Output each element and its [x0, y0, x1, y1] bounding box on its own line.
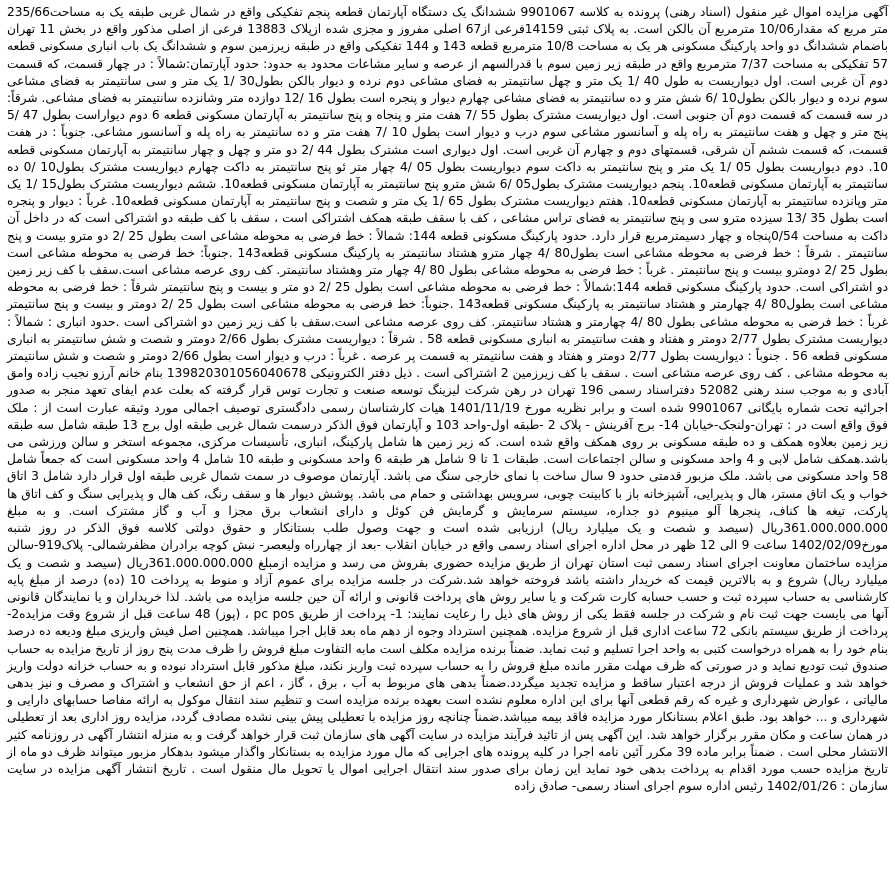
- auction-notice-text: آگهی مزایده اموال غیر منقول (اسناد رهنی) پرونده به کلاسه 9901067 ششدانگ یک دستگاه آپارتمان قطعه پنجم تفکیکی واقع در شمال غربی طبقه یک به مساحت235/66 متر مربع که مقدار10/06 مترمربع آن بالکن است. به پلاک ثبتی 14159فرعی از67 اصلی مفروز و مجزی شده ازپلاک 13883 فرعی از اصلی مذکور واقع در بخش 11 تهران باضمام ششدانگ دو واحد پارکینگ مسکونی هر یک به مساحت 10/8 مترمربع قطعه 143 و 144 تفکیکی واقع در طبقه زیرزمین سوم و ششدانگ یک باب انباری مسکونی قطعه 57 تفکیکی به مساحت 7/37 مترمربع واقع در طبقه زیر زمین سوم با قدرالسهم از عرصه و سایر مشاعات محدود به حدود: حدود آپارتمان:شمالاً : در چهار قسمت، که قسمت دوم آن غربی است. اول دیواریست به طول 40 /1 یک متر و چهل سانتیمتر به فضای مشاعی دوم نرده و دیوار بالکن بطول30 /1 یک متر و سی سانتیمتر به فضای مشاعی سوم نرده و دیوار بالکن بطول10 /6 شش متر و ده سانتیمتر به فضای مشاعی چهارم دیوار و پنجره است بطول 16 /12 دوازده متر وشانزده سانتیمتر به فضای مشاعی. شرقاً: در سه قسمت که قسمت دوم آن جنوبی است. اول دیواریست مشترک بطول 55 /7 هفت متر و پنجاه و پنج سانتیمتر به آپارتمان مسکونی قطعه 6 دوم دیواراست بطول 47 /5 پنج متر و چهل و هفت سانتیمتر به راه پله و آسانسور مشاعی سوم درب و دیوار است بطول 10 /7 هفت متر و ده سانتیمتر به راه پله و آسانسور مشاعی. جنوباً : در هفت قسمت، که قسمت ششم آن شرقی، قسمتهای دوم و چهارم آن غربی است. اول دیواری است مشترک بطول 44 /2 دو متر و چهل و چهار سانتیمتر به آپارتمان مسکونی قطعه 10. دوم دیواریست بطول 05 /1 یک متر و پنج سانتیمتر به داکت سوم دیواریست بطول 05 /4 چهار متر ئو پنج سانتیمتر به داکت چهارم دیواریست مشترک بطول10 /0 ده سانتیمتر به آپارتمان مسکونی قطعه10. پنجم دیواریست مشترک بطول05 /6 شش مترو پنج سانتیمتر به آپارتمان مسکونی قطعه10. ششم دیواریست مشترک بطول15 /1 یک متر وپانزده سانتیمتر به آپارتمان مسکونی قطعه10. هفتم دیواریست مشترک بطول 65 /1 یک متر و شصت و پنج سانتیمتر به آپارتمان مسکونی قطعه10. غرباً : دیوار و پنجره است بطول 35 /13 سیزده مترو سی و پنج سانتیمتر به فضای تراس مشاعی ، کف با سقف طبقه همکف اشتراکی است ، سقف با کف طبقه دو اشتراکی است که در داخل آن داکت به مساحت 0/54پنجاه و چهار دسیمترمربع قرار دارد. حدود پارکینگ مسکونی قطعه 144: شمالاً : خط فرضی به محوطه مشاعی است بطول 25 /2 دو مترو بیست و پنج سانتیمتر . شرقاً : خط فرضی به محوطه مشاعی است بطول80 /4 چهار مترو هشتاد سانتیمتر به پارکینگ مسکونی قطعه143 .جنوباً: خط فرضی به محوطه مشاعی است بطول 25 /2 دومترو بیست و پنج سانتیمتر . غرباً : خط فرضی به محوطه مشاعی بطول 80 /4 چهار متر وهشتاد سانتیمتر. کف روی عرصه مشاعی است.سقف با کف زیر زمین دو اشتراکی است. حدود پارکینگ مسکونی قطعه 144:شمالاً : خط فرضی به محوطه مشاعی است بطول 25 /2 دو متر و بیست و پنج سانتیمتر شرقاً : خط فرضی به محوطه مشاعی است بطول80 /4 چهارمتر و هشتاد سانتیمتر به پارکینگ مسکونی قطعه143 .جنوباً: خط فرضی به محوطه مشاعی است بطول 25 /2 دومتر و بیست و پنج سانتیمتر غرباً : خط فرضی به محوطه مشاعی بطول 80 /4 چهارمتر و هشتاد سانتیمتر. کف روی عرصه مشاعی است.سقف با کف زیر زمین دو اشتراکی است .حدود انباری : شمالاً : دیواریست مشترک بطول 2/77 دومتر و هفتاد و هفت سانتیمتر به انباری مسکونی قطعه 58 . شرقاً : دیواریست مشترک بطول 2/66 دومتر و شصت و شش سانتیمتر به انباری مسکونی قطعه 56 . جنوباً : دیواریست بطول 2/77 دومتر و هفتاد و هفت سانتیمتر به قسمت پر عرصه . غرباً : درب و دیوار است بطول 2/66 دومتر و شصت و شش سانتیمتر به محوطه مشاعی . کف روی عرصه مشاعی است . سقف با کف زیرزمین 2 اشتراکی است . ذیل دفتر الکترونیکی 139820301056040678 بنام خانم آرزو نجیب زاده وامق آبادی و به موجب سند رهنی 52082 دفتراسناد رسمی 196 تهران در رهن شرکت لیزینگ توسعه صنعت و تجارت توس قرار گرفته که بعلت عدم ایفای تعهد منجر به صدور اجرائیه تحت شماره بایگانی 9901067 شده است و برابر نظریه مورخ 1401/11/19 هیات کارشناسان رسمی دادگستری توصیف اجمالی مورد وثیقه عبارت است از : ملک فوق واقع است در : تهران-ولنجک-خیابان 14- برج آفرینش - پلاک 2 -طبقه اول-واحد 103 و آپارتمان فوق الذکر درسمت شمال غربی طبقه اول برج 13 طبقه شامل سه طبقه زیر زمین بعلاوه همکف و ده طبقه مسکونی بر روی همکف واقع شده است. که زیر زمین ها شامل پارکینگ، انباری، تأسیسات مرکزی، مجموعه استخر و سالن ورزشی می باشد.همکف شامل لابی و 4 واحد مسکونی و سالن اجتماعات است. طبقات 1 تا 9 شامل هر طبقه 6 واحد مسکونی و طبقه 10 شامل 4 واحد مسکونی است که جمعاً شامل 58 واحد مسکونی می باشد. ملک مزبور قدمتی حدود 9 سال ساخت با نمای خارجی سنگ می باشد. آپارتمان موصوف در سمت شمال غربی طبقه اول قرار دارد شامل 3 اتاق خواب و یک اتاق مستر، هال و پذیرایی، آشپزخانه باز با کابینت چوبی، سرویس بهداشتی و حمام می باشد. پوشش دیوار ها و سقف رنگ، کف هال و پذیرایی سنگ و کف اتاق ها پارکت، تیغه ها کناف، پنجرها آلو مینیوم دو جداره، سیستم سرمایش و گرمایش فن کوئل و دارای انشعاب برق مجزا و آب و گاز مشترک است. و به مبلغ 361.000.000.000ریال (سیصد و شصت و یک میلیارد ریال) ارزیابی شده است و جهت وصول طلب بستانکار و حقوق دولتی کلاسه فوق الذکر در روز شنبه مورخ1402/02/09 ساعت 9 الی 12 ظهر در محل اداره اجرای اسناد رسمی واقع در خیابان انقلاب -بعد از چهارراه ولیعصر- نبش کوچه برادران مظفرشمالی- پلاک919-سالن مزایده ساختمان معاونت اجرای اسناد رسمی ثبت استان تهران از طریق مزایده حضوری بفروش می رسد و مزایده ازمبلغ 361.000.000.000ریال (سیصد و شصت و یک میلیارد ریال) شروع و به بالاترین قیمت که خریدار داشته باشد فروخته خواهد شد.شرکت در جلسه مزایده برای عموم آزاد و منوط به پرداخت 10 (ده) درصد از مبلغ پایه کارشناسی به حساب سپرده ثبت و حسب حسابه کارت شرکت و یا سایر روش های پرداخت قانونی و ارائه آن حین جلسه مزایده می باشد. لذا خریداران و یا نمایندگان قانونی آنها می بایست جهت ثبت نام و شرکت در جلسه فقط یکی از روش های ذیل را رعایت نمایند: 1- پرداخت از طریق pc pos ، (پوز) 48 ساعت قبل از شروع وقت مزایده2- پرداخت از طریق سیستم بانکی 72 ساعت اداری قبل از شروع مزایده. همچنین استرداد وجوه از دهم ماه بعد قابل اجرا میباشد. همچنین اصل فیش واریزی مبلغ ودیعه ده درصد بنام خود را به همراه درخواست کتبی به واحد اجرا تسلیم و ثبت نماید. ضمناً برنده مزایده مکلف است مابه التفاوت مبلغ فروش را ظرف مدت پنج روز از تاریخ مزایده به حساب صندوق ثبت تودیع نماید و در صورتی که ظرف مهلت مقرر مانده مبلغ فروش را به حساب سپرده ثبت واریز نکند، مبلغ مذکور قابل استرداد نبوده و به حساب خزانه دولت واریز خواهد شد و عملیات فروش از درجه اعتبار ساقط و مزایده تجدید میگردد.ضمناً بدهی های مربوط به آب ، برق ، گاز ، اعم از حق انشعاب و اشتراک و مصرف و نیز بدهی مالیاتی ، عوارض شهرداری و غیره که رقم قطعی آنها برای این اداره معلوم نشده است بعهده برنده مزایده است و تنظیم سند انتقال موکول به ارائه مفاصا حسابهای دارایی و شهرداری و ... خواهد بود. طبق اعلام بستانکار مورد مزایده فاقد بیمه میباشد.ضمناً چنانچه روز مزایده با تعطیلی پیش بینی نشده مصادف گردد، مزایده روز اداری بعد از تعطیلی در همان ساعت و مکان مقرر برگزار خواهد شد. این آگهی پس از تائید فرآیند مزایده در سایت آگهی های سازمان ثبت قرار خواهد گرفت و به منزله انتشار آگهی در روزنامه کثیر الانتشار محلی است . ضمناً برابر ماده 39 مکرر آئین نامه اجرا در کلیه پرونده های اجرایی که مال مورد مزایده به بستانکار واگذار میشود بدهکار مزبور میتواند ظرف دو ماه از تاریخ مزایده حسب مورد اقدام به پرداخت بدهی خود نماید این زمان برای صدور سند انتقال اجرایی اموال یا تحویل مال منقول است . تاریخ انتشار آگهی مزایده در سایت سازمان : 1402/01/26 رئیس اداره سوم اجرای اسناد رسمی- صادق زاده: [7, 5, 889, 794]
